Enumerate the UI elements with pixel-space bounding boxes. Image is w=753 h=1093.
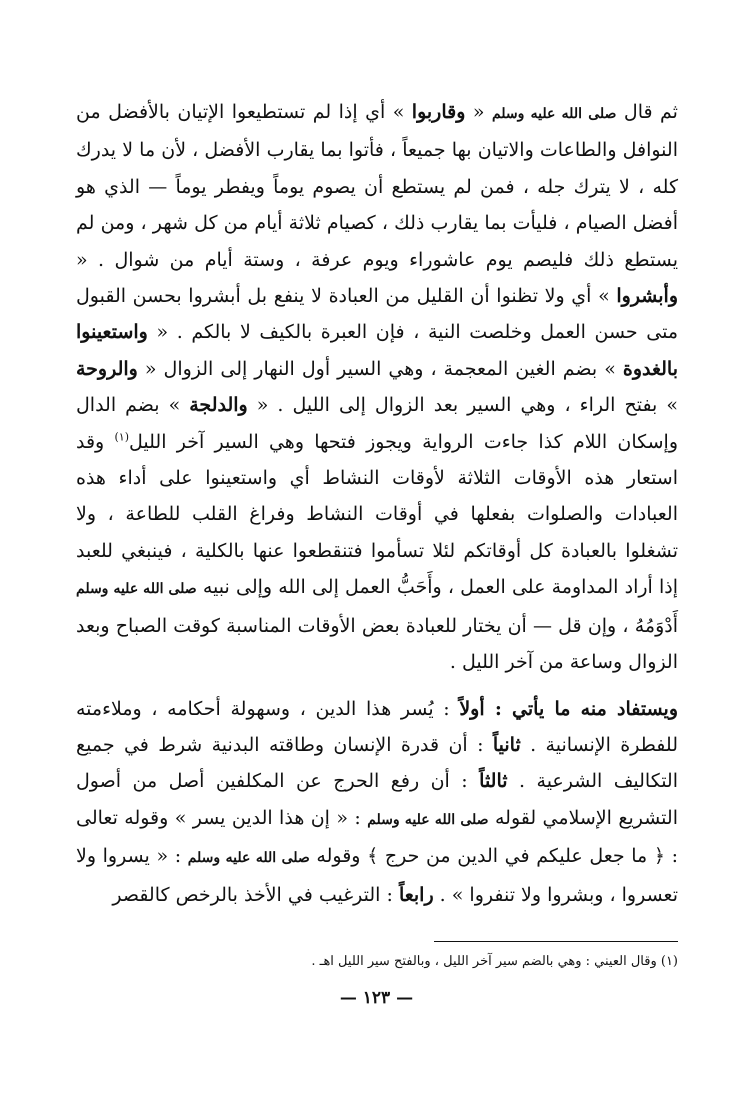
footnote-ref: (١): [114, 430, 129, 444]
section-lead: ويستفاد منه ما يأتي : أولاً: [459, 697, 678, 720]
sallallahu-glyph: صلى الله عليه وسلم: [76, 581, 197, 598]
point-label: رابعاً: [398, 883, 434, 906]
hadith-term: وقاربوا: [411, 101, 466, 123]
hadith-term: والدلجة: [189, 394, 248, 417]
main-text: [76, 94, 678, 913]
page-number: — ١٢٣ —: [339, 988, 414, 1008]
point-label: ثانياً: [492, 733, 521, 756]
point-label: ثالثاً: [479, 770, 508, 793]
footnote-divider: [434, 941, 678, 942]
sallallahu-glyph: صلى الله عليه وسلم: [491, 106, 617, 122]
sallallahu-glyph: صلى الله عليه وسلم: [367, 811, 489, 828]
footnote: (١) وقال العيني : وهي بالضم سير آخر الليل ، وبالفتح سير الليل اهـ .: [311, 954, 678, 969]
paragraph-1: ثم قال صلى الله عليه وسلم « وقاربوا » أي إذا لم تستطيعوا الإتيان بالأفضل من النوافل والطاعات والاتيان بها جميعاً ، فأتوا بما يقارب الأفضل ، لأن ما لا يدرك كله ، لا يترك جله ، فمن لم يستطع أن يصوم يوماً ويفطر يوماً — الذي هو أفضل الصيام ، فليأت بما يقارب ذلك ، كصيام ثلاثة أيام من كل شهر ، ومن لم يستطع ذلك فليصم يوم عاشوراء ويوم عرفة ، وستة أيام من شوال . « وأبشروا » أي ولا تظنوا أن القليل من العبادة لا ينفع بل أبشروا بحسن القبول متى حسن العمل وخلصت النية ، فإن العبرة بالكيف لا بالكم . « واستعينوا بالغدوة » بضم الغين المعجمة ، وهي السير أول النهار إلى الزوال « والروحة » بفتح الراء ، وهي السير بعد الزوال إلى الليل . « والدلجة » بضم الدال وإسكان اللام كذا جاءت الرواية ويجوز فتحها وهي السير آخر الليل$^{(١)}$ وقد استعار هذه الأوقات الثلاثة لأوقات النشاط أي واستعينوا على أداء هذه العبادات والصلوات بفعلها في أوقات النشاط وفراغ القلب للطاعة ، ولا تشغلوا بالعبادة كل أوقاتكم لئلا تسأموا فتنقطعوا عنها بالكلية ، فينبغي للعبد إذا أراد المداومة على العمل ، وأَحَبُّ العمل إلى الله وإلى نبيه صلى الله عليه وسلم أَدْوَمُهُ ، وإن قل — أن يختار للعبادة بعض الأوقات المناسبة كوقت الصباح وبعد الزوال وساعة من آخر الليل .: [76, 101, 679, 674]
hadith-term: والروحة: [76, 357, 138, 380]
hadith-term: وأبشروا: [616, 285, 678, 308]
hadith-term: واستعينوا بالغدوة: [76, 321, 678, 380]
paragraph-2: ويستفاد منه ما يأتي : أولاً : يُسر هذا الدين ، وسهولة أحكامه ، وملاءمته للفطرة الإنسانية . ثانياً : أن قدرة الإنسان وطاقته البدنية شرط في جميع التكاليف الشرعية . ثالثاً : أن رفع الحرج عن المكلفين أصل من أصول التشريع الإسلامي لقوله صلى الله عليه وسلم : « إن هذا الدين يسر » وقوله تعالى : ﴿ ما جعل عليكم في الدين من حرج ﴾ وقوله صلى الله عليه وسلم : « يسروا ولا تعسروا ، وبشروا ولا تنفروا » . رابعاً : الترغيب في الأخذ بالرخص كالقصر: [76, 697, 679, 906]
sallallahu-glyph: صلى الله عليه وسلم: [187, 850, 310, 867]
